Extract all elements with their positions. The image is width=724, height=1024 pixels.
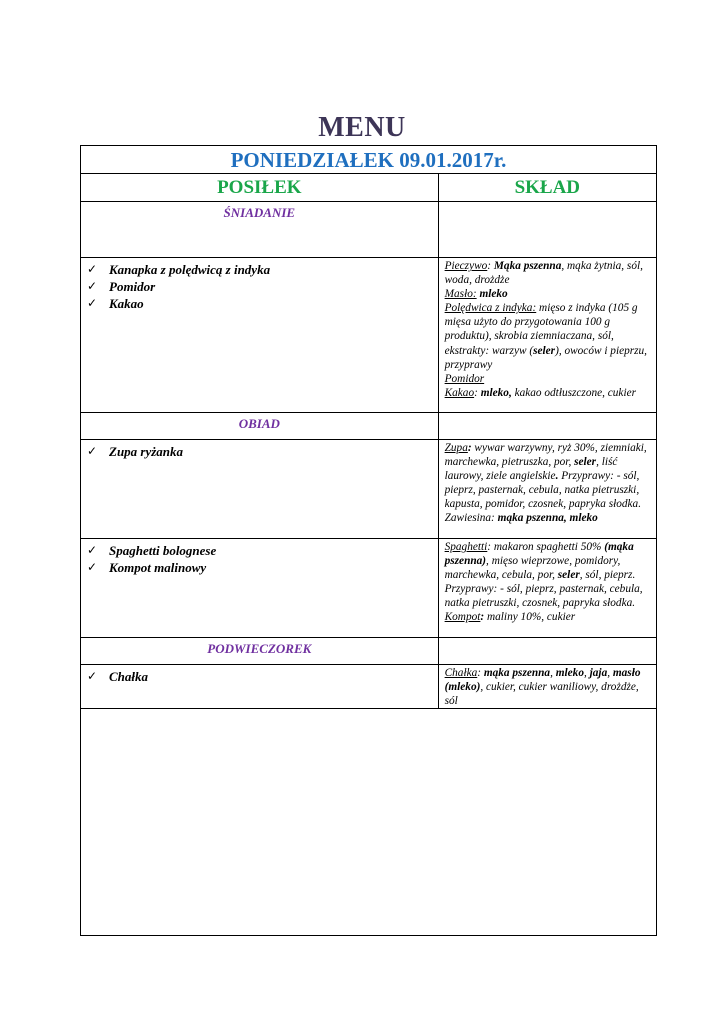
day-heading: PONIEDZIAŁEK 09.01.2017r. <box>81 146 657 174</box>
section-snack: PODWIECZOREK <box>81 638 439 665</box>
main-course-ingredients: Spaghetti: makaron spaghetti 50% (mąka pszenna), mięso wieprzowe, pomidory, marchewka, cebula, por, seler, sól, pieprz. Przyprawy: - sól, pieprz, pasternak, cebula, natka pietruszki, czosnek, papryka słodka. Kompot: maliny 10%, cukier <box>438 539 656 638</box>
list-item: ✓ Kanapka z polędwicą z indyka <box>87 262 271 277</box>
section-lunch: OBIAD <box>81 413 439 440</box>
breakfast-items <box>81 258 439 413</box>
list-item: ✓ Spaghetti bolognese <box>87 543 217 558</box>
section-snack-empty <box>438 638 656 665</box>
list-item: ✓ Pomidor <box>87 279 156 294</box>
checkmark-icon: ✓ <box>87 262 98 276</box>
page-title: MENU <box>318 112 406 143</box>
list-item: ✓ Chałka <box>87 669 149 684</box>
list-item: ✓ Kakao <box>87 296 144 311</box>
section-breakfast: ŚNIADANIE <box>81 202 439 258</box>
column-header-ingredients: SKŁAD <box>438 174 656 202</box>
soup-ingredients: Zupa: wywar warzywny, ryż 30%, ziemniaki, marchewka, pietruszka, por, seler, liść laurowy, ziele angielskie. Przyprawy: - sól, pieprz, pasternak, cebula, natka pietruszki, kapusta, pomidor, czosnek, papryka słodka. Zawiesina: mąka pszenna, mleko <box>438 440 656 539</box>
checkmark-icon: ✓ <box>87 669 98 683</box>
snack-ingredients: Chałka: mąka pszenna, mleko, jaja, masło (mleko), cukier, cukier waniliowy, drożdże, sól <box>438 665 656 709</box>
soup-items <box>81 440 439 539</box>
column-header-meal: POSIŁEK <box>81 174 439 202</box>
checkmark-icon: ✓ <box>87 560 98 574</box>
section-lunch-empty <box>438 413 656 440</box>
main-course-items <box>81 539 439 638</box>
breakfast-ingredients: Pieczywo: Mąka pszenna, mąka żytnia, sól, woda, drożdże Masło: mleko Polędwica z indyka: mięso z indyka (105 g mięsa użyto do przygotowania 100 g produktu), skrobia ziemniaczana, sól, ekstrakty: warzyw (seler), owoców i pieprzu, przyprawy Pomidor Kakao: mleko, kakao odtłuszczone, cukier <box>438 258 656 413</box>
section-breakfast-empty <box>438 202 656 258</box>
checkmark-icon: ✓ <box>87 444 98 458</box>
checkmark-icon: ✓ <box>87 279 98 293</box>
checkmark-icon: ✓ <box>87 296 98 310</box>
list-item: ✓ Kompot malinowy <box>87 560 207 575</box>
menu-table <box>80 145 657 936</box>
snack-items <box>81 665 439 709</box>
list-item: ✓ Zupa ryżanka <box>87 444 184 459</box>
checkmark-icon: ✓ <box>87 543 98 557</box>
empty-area <box>81 709 657 936</box>
